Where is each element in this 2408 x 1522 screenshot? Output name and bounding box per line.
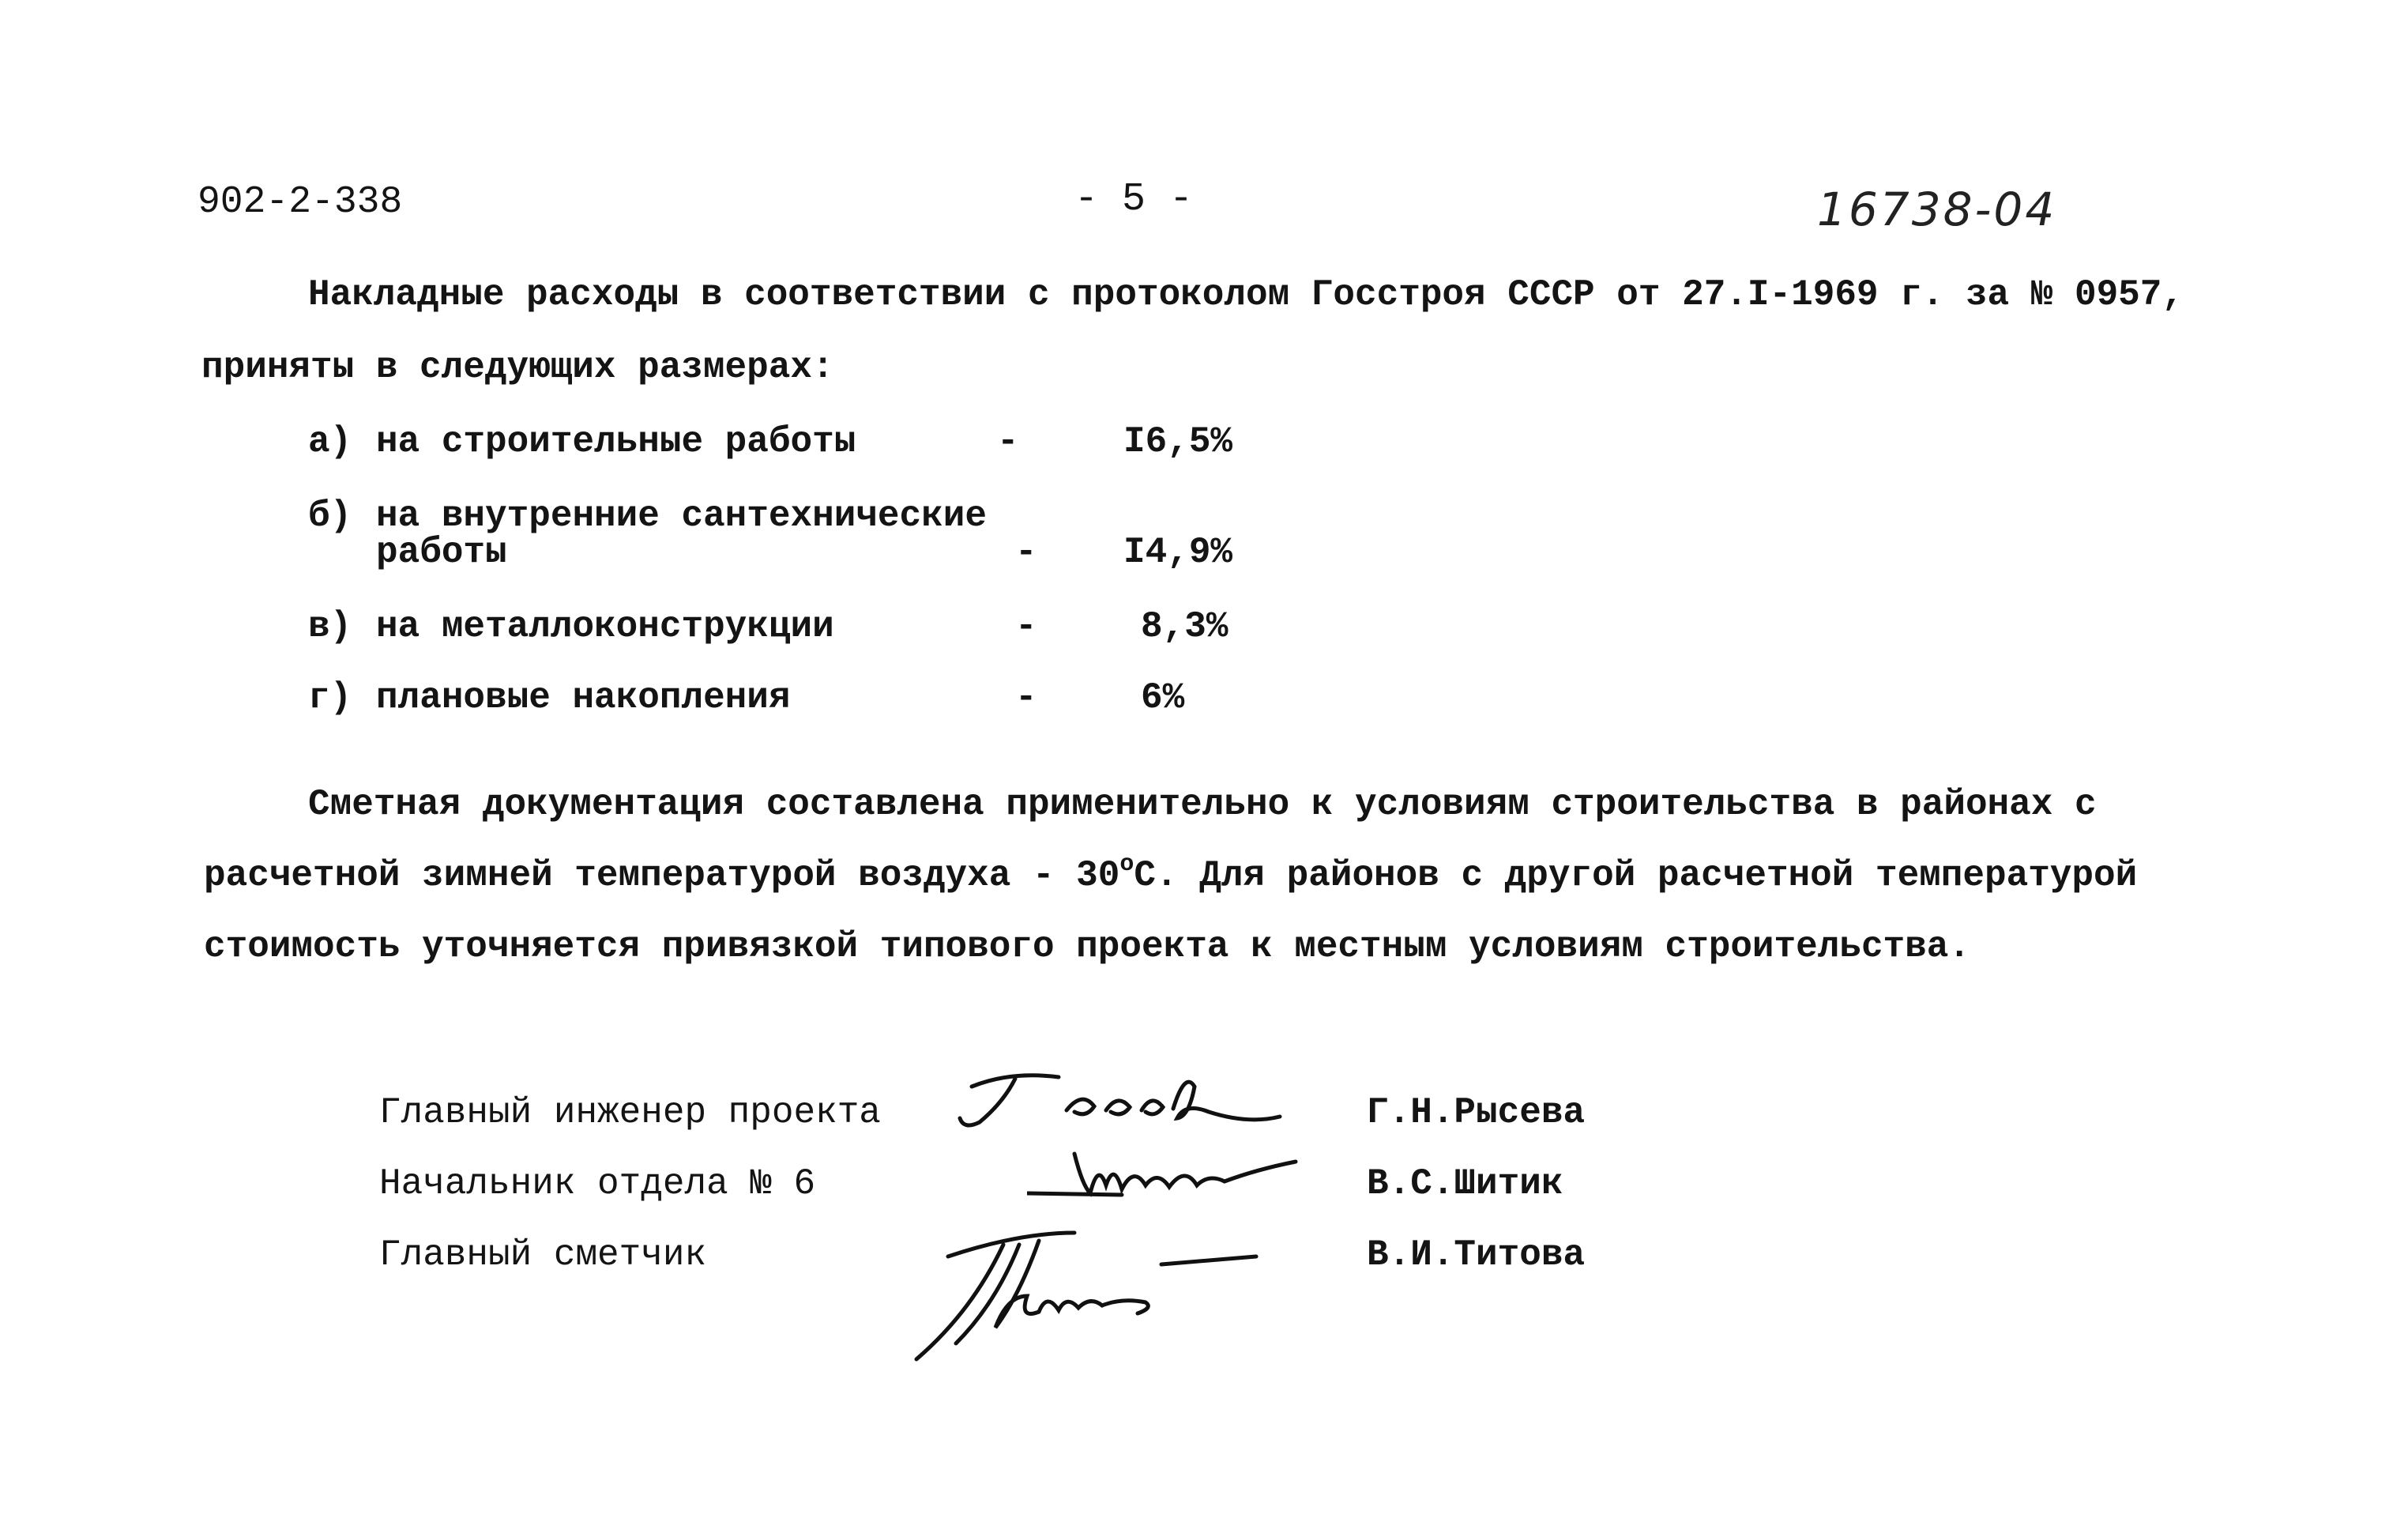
item-c-dash: - (1015, 606, 1037, 647)
item-c-letter: в) (308, 606, 352, 647)
item-b-text-cont: работы (376, 532, 507, 573)
estimate-note-line2-after: С. Для районов с другой расчетной температурой (1134, 855, 2138, 896)
item-b-letter: б) (308, 495, 352, 537)
page-number: - 5 - (1074, 177, 1194, 222)
signer-2-role: Начальник отдела № 6 (379, 1163, 816, 1204)
item-b-text: на внутренние сантехнические (376, 495, 987, 537)
item-c-text: на металлоконструкции (376, 606, 834, 647)
signer-3-role: Главный сметчик (379, 1234, 707, 1275)
signer-1-name: Г.Н.Рысева (1367, 1092, 1586, 1133)
item-b-dash: - (1015, 532, 1037, 573)
estimate-note-line2-before: расчетной зимней температурой воздуха - 30 (204, 855, 1120, 896)
item-a-text: на строительные работы (376, 421, 856, 462)
signer-3-name: В.И.Титова (1367, 1234, 1586, 1275)
estimate-note-line3: стоимость уточняется привязкой типового проекта к местным условиям строительства. (204, 926, 1970, 967)
item-c-value: 8,3% (1141, 606, 1228, 647)
signature-2 (1027, 1138, 1311, 1209)
degree-sign: о (1119, 851, 1134, 878)
item-a-letter: а) (308, 421, 352, 462)
item-d-letter: г) (308, 677, 352, 718)
archive-number: 16738-04 (1817, 183, 2057, 236)
estimate-note-line1: Сметная документация составлена применительно к условиям строительства в районах с (308, 784, 2097, 825)
signer-1-role: Главный инженер проекта (379, 1092, 881, 1133)
document-code: 902-2-338 (198, 181, 403, 224)
item-a-dash: - (997, 421, 1019, 462)
signature-1 (948, 1055, 1296, 1146)
estimate-note-line2 (204, 851, 2138, 896)
signer-2-name: В.С.Шитик (1367, 1163, 1563, 1204)
overhead-intro-line1: Накладные расходы в соответствии с протоколом Госстроя СССР от 27.I-1969 г. за № 0957, (308, 274, 2184, 315)
item-d-text: плановые накопления (376, 677, 791, 718)
item-d-value: 6% (1141, 677, 1185, 718)
item-b-value: I4,9% (1123, 532, 1233, 573)
signature-3 (901, 1209, 1280, 1367)
item-d-dash: - (1015, 677, 1037, 718)
item-a-value: I6,5% (1123, 421, 1233, 462)
overhead-intro-line2: приняты в следующих размерах: (201, 347, 834, 388)
